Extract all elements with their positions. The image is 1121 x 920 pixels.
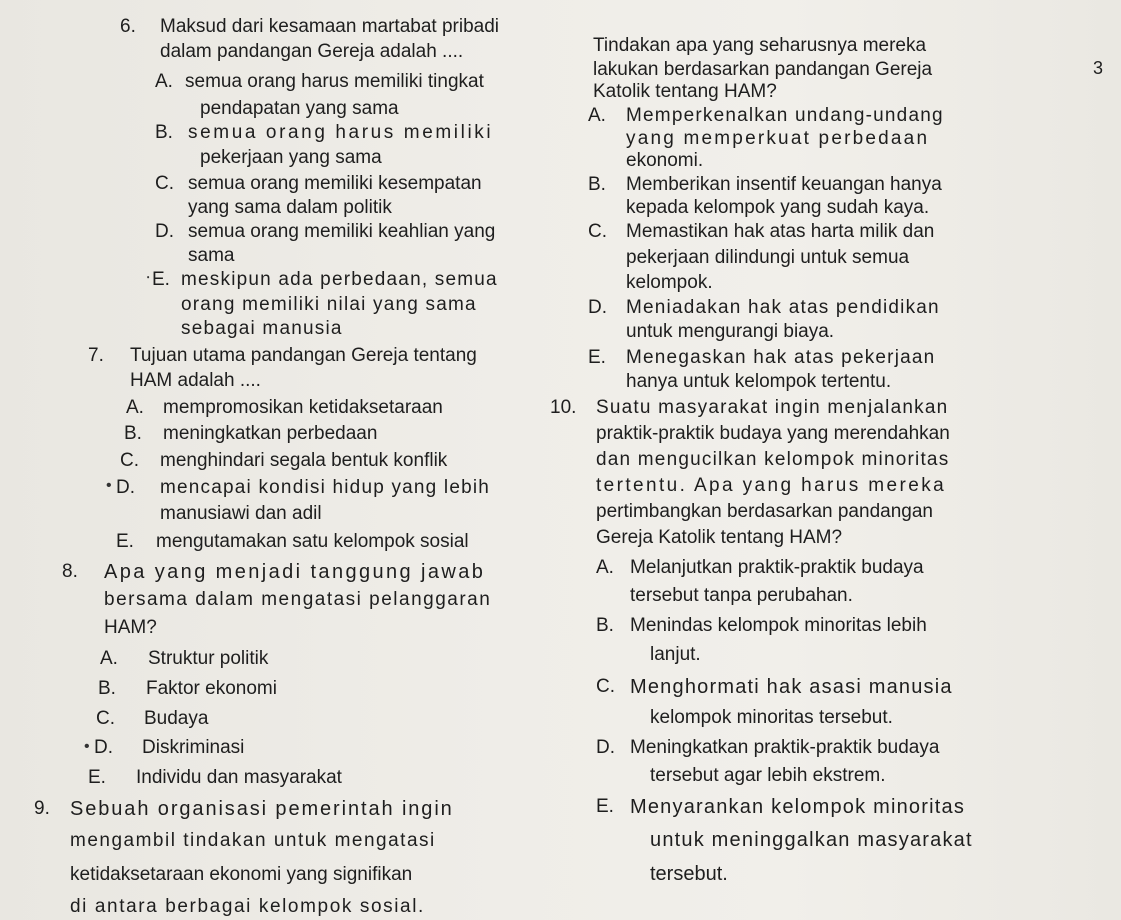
option-letter: C. bbox=[155, 173, 174, 194]
option-text-line: pekerjaan yang sama bbox=[200, 147, 382, 168]
option-letter: B. bbox=[124, 423, 142, 444]
option-text-line: meningkatkan perbedaan bbox=[163, 423, 378, 444]
question-stem-line: HAM? bbox=[104, 617, 157, 638]
option-letter: B. bbox=[155, 122, 173, 143]
question-number: 8. bbox=[62, 561, 78, 582]
option-text-line: Memperkenalkan undang-undang bbox=[626, 105, 944, 126]
option-text-line: Memastikan hak atas harta milik dan bbox=[626, 221, 935, 242]
question-stem-line: dalam pandangan Gereja adalah .... bbox=[160, 41, 464, 62]
question-stem-line: dan mengucilkan kelompok minoritas bbox=[596, 449, 950, 470]
question-stem-line: Suatu masyarakat ingin menjalankan bbox=[596, 397, 949, 418]
option-text-line: tersebut. bbox=[650, 863, 728, 885]
option-letter: A. bbox=[100, 648, 118, 669]
option-text-line: kelompok minoritas tersebut. bbox=[650, 707, 893, 728]
option-text-line: meskipun ada perbedaan, semua bbox=[181, 269, 498, 290]
option-text-line: menghindari segala bentuk konflik bbox=[160, 450, 448, 471]
option-text-line: Memberikan insentif keuangan hanya bbox=[626, 174, 942, 195]
option-text-line: Menghormati hak asasi manusia bbox=[630, 676, 953, 698]
option-text-line: Budaya bbox=[144, 708, 209, 729]
option-letter: B. bbox=[596, 615, 614, 636]
option-letter: D. bbox=[94, 737, 113, 758]
option-text-line: Individu dan masyarakat bbox=[136, 767, 342, 788]
option-text-line: Meningkatkan praktik-praktik budaya bbox=[630, 737, 940, 758]
option-text-line: yang memperkuat perbedaan bbox=[626, 128, 930, 149]
question-stem-line: lakukan berdasarkan pandangan Gereja bbox=[593, 59, 933, 80]
option-letter: B. bbox=[98, 678, 116, 699]
question-stem-line: Katolik tentang HAM? bbox=[593, 81, 777, 102]
option-text-line: manusiawi dan adil bbox=[160, 503, 322, 524]
option-letter: E. bbox=[588, 347, 606, 368]
option-letter: C. bbox=[596, 676, 615, 697]
option-text-line: kepada kelompok yang sudah kaya. bbox=[626, 197, 930, 218]
option-text-line: hanya untuk kelompok tertentu. bbox=[626, 371, 892, 392]
option-text-line: Melanjutkan praktik-praktik budaya bbox=[630, 557, 924, 578]
option-text-line: yang sama dalam politik bbox=[188, 197, 392, 218]
option-letter: E. bbox=[152, 269, 170, 290]
option-text-line: pekerjaan dilindungi untuk semua bbox=[626, 247, 910, 268]
option-letter: C. bbox=[588, 221, 607, 242]
option-text-line: semua orang harus memiliki bbox=[188, 122, 494, 143]
question-stem-line: di antara berbagai kelompok sosial. bbox=[70, 896, 425, 917]
question-stem-line: Apa yang menjadi tanggung jawab bbox=[104, 561, 486, 583]
option-text-line: tersebut tanpa perubahan. bbox=[630, 585, 853, 606]
question-stem-line: ketidaksetaraan ekonomi yang signifikan bbox=[70, 864, 413, 885]
option-letter: E. bbox=[88, 767, 106, 788]
option-letter: D. bbox=[155, 221, 174, 242]
option-text-line: lanjut. bbox=[650, 644, 701, 665]
option-letter: E. bbox=[596, 796, 614, 817]
option-text-line: mencapai kondisi hidup yang lebih bbox=[160, 477, 491, 498]
question-stem-line: mengambil tindakan untuk mengatasi bbox=[70, 830, 436, 851]
option-letter: A. bbox=[588, 105, 606, 126]
option-text-line: untuk mengurangi biaya. bbox=[626, 321, 835, 342]
option-letter: A. bbox=[596, 557, 614, 578]
question-stem-line: Maksud dari kesamaan martabat pribadi bbox=[160, 16, 500, 37]
option-text-line: sama bbox=[188, 245, 235, 266]
option-letter: A. bbox=[155, 71, 173, 92]
option-letter: E. bbox=[116, 531, 134, 552]
option-text-line: kelompok. bbox=[626, 272, 713, 293]
option-text-line: ekonomi. bbox=[626, 150, 704, 171]
option-letter: D. bbox=[596, 737, 615, 758]
question-stem-line: bersama dalam mengatasi pelanggaran bbox=[104, 589, 492, 610]
question-stem-line: Sebuah organisasi pemerintah ingin bbox=[70, 798, 454, 820]
question-stem-line: Tujuan utama pandangan Gereja tentang bbox=[130, 345, 477, 366]
option-letter: C. bbox=[120, 450, 139, 471]
option-text-line: Menindas kelompok minoritas lebih bbox=[630, 615, 927, 636]
option-text-line: orang memiliki nilai yang sama bbox=[181, 294, 477, 315]
question-number: 6. bbox=[120, 16, 136, 37]
option-text-line: sebagai manusia bbox=[181, 318, 343, 339]
question-stem-line: HAM adalah .... bbox=[130, 370, 261, 391]
option-text-line: tersebut agar lebih ekstrem. bbox=[650, 765, 886, 786]
option-text-line: semua orang harus memiliki tingkat bbox=[185, 71, 484, 92]
option-text-line: mempromosikan ketidaksetaraan bbox=[163, 397, 443, 418]
option-text-line: Faktor ekonomi bbox=[146, 678, 277, 699]
option-text-line: Menegaskan hak atas pekerjaan bbox=[626, 347, 936, 368]
option-text-line: Diskriminasi bbox=[142, 737, 245, 758]
option-letter: B. bbox=[588, 174, 606, 195]
option-text-line: mengutamakan satu kelompok sosial bbox=[156, 531, 469, 552]
option-letter: D. bbox=[588, 297, 607, 318]
option-text-line: semua orang memiliki keahlian yang bbox=[188, 221, 496, 242]
option-text-line: Meniadakan hak atas pendidikan bbox=[626, 297, 940, 318]
question-number: 9. bbox=[34, 798, 50, 819]
question-stem-line: praktik-praktik budaya yang merendahkan bbox=[596, 423, 950, 444]
pencil-mark: ⸱ bbox=[146, 270, 151, 287]
question-number: 7. bbox=[88, 345, 104, 366]
option-letter: A. bbox=[126, 397, 144, 418]
pencil-mark: • bbox=[106, 477, 112, 494]
option-text-line: Menyarankan kelompok minoritas bbox=[630, 796, 966, 818]
question-stem-line: Gereja Katolik tentang HAM? bbox=[596, 527, 843, 548]
pencil-mark: • bbox=[84, 738, 90, 755]
question-stem-line: pertimbangkan berdasarkan pandangan bbox=[596, 501, 933, 522]
question-stem-line: tertentu. Apa yang harus mereka bbox=[596, 475, 947, 496]
option-letter: C. bbox=[96, 708, 115, 729]
option-letter: D. bbox=[116, 477, 135, 498]
page-number: 3 bbox=[1093, 58, 1104, 78]
option-text-line: untuk meninggalkan masyarakat bbox=[650, 829, 973, 851]
option-text-line: semua orang memiliki kesempatan bbox=[188, 173, 482, 194]
question-number: 10. bbox=[550, 397, 577, 418]
option-text-line: pendapatan yang sama bbox=[200, 98, 399, 119]
option-text-line: Struktur politik bbox=[148, 648, 269, 669]
question-stem-line: Tindakan apa yang seharusnya mereka bbox=[593, 35, 927, 56]
